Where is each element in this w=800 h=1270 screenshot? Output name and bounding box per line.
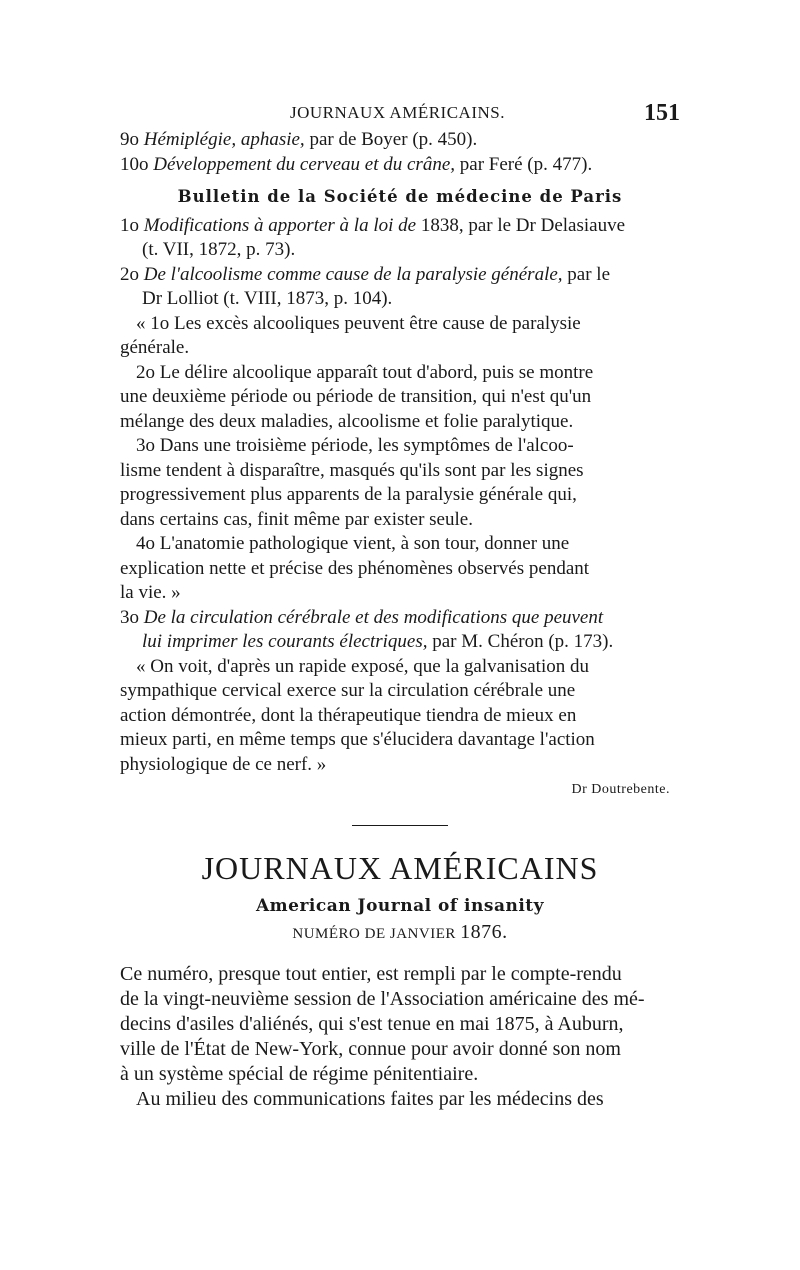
quote-line: progressivement plus apparents de la paralysie générale qui, — [120, 484, 577, 505]
item-number: 2o — [120, 263, 144, 285]
bulletin-item-3-cont — [120, 630, 680, 655]
bulletin-item-2 — [120, 263, 680, 288]
paragraph-line: decins d'asiles d'aliénés, qui s'est tenue en mai 1875, à Auburn, — [120, 1012, 624, 1035]
bulletin-item-3 — [120, 606, 680, 631]
item-citation: par M. Chéron (p. 173). — [427, 631, 614, 652]
paragraph-line: Au milieu des communications faites par les médecins des — [136, 1087, 604, 1110]
running-head — [120, 98, 680, 128]
bulletin-item-2-cont: Dr Lolliot (t. VIII, 1873, p. 104). — [142, 288, 393, 309]
bulletin-item-1-cont: (t. VII, 1872, p. 73). — [142, 239, 296, 260]
article-paragraph — [120, 962, 680, 1112]
section-divider — [352, 825, 448, 826]
item-number: 10o — [120, 153, 154, 175]
quote-line: 2o Le délire alcoolique apparaît tout d'abord, puis se montre — [136, 361, 594, 383]
running-title: JOURNAUX AMÉRICAINS. — [290, 103, 505, 122]
issue-year: 1876. — [460, 920, 508, 943]
section-title: JOURNAUX AMÉRICAINS — [201, 849, 599, 886]
quote-line: « 1o Les excès alcooliques peuvent être cause de paralysie — [136, 312, 581, 334]
paragraph-line: Ce numéro, presque tout entier, est rempli par le compte-rendu — [120, 962, 622, 985]
quote-line: 3o Dans une troisième période, les symptômes de l'alcoo- — [136, 435, 574, 456]
quote-line: une deuxième période ou période de transition, qui n'est qu'un — [120, 386, 592, 407]
quote-line: générale. — [120, 337, 190, 358]
item-citation: par de Boyer (p. 450). — [304, 129, 478, 150]
item-title: Modifications à apporter à la loi de — [143, 214, 417, 236]
item-number: 3o — [120, 606, 144, 628]
item-title: De l'alcoolisme comme cause de la paralysie générale, — [143, 263, 563, 285]
quote-line: explication nette et précise des phénomènes observés pendant — [120, 557, 590, 579]
item-title: lui imprimer les courants électriques, — [142, 631, 428, 652]
list-item — [120, 153, 680, 178]
quote-line: mélange des deux maladies, alcoolisme et folie paralytique. — [120, 410, 574, 432]
quote-line: physiologique de ce nerf. » — [120, 753, 327, 775]
item-title: De la circulation cérébrale et des modifications que peuvent — [143, 606, 604, 628]
quote-line: action démontrée, dont la thérapeutique tiendra de mieux en — [120, 704, 577, 726]
item-number: 9o — [120, 129, 144, 150]
quote-line: mieux parti, en même temps que s'élucidera davantage l'action — [120, 729, 595, 750]
author-signature: Dr Doutrebente. — [571, 782, 670, 797]
item-citation: par Feré (p. 477). — [455, 153, 593, 175]
quote-line: 4o L'anatomie pathologique vient, à son tour, donner une — [136, 533, 570, 554]
item-citation: par le — [562, 263, 611, 285]
item-title: Hémiplégie, aphasie, — [143, 129, 305, 150]
paragraph-line: à un système spécial de régime pénitentiaire. — [120, 1062, 479, 1085]
list-item — [120, 128, 680, 153]
journal-title: American Journal of insanity — [255, 895, 545, 916]
issue-label — [120, 918, 680, 948]
paragraph-line: ville de l'État de New-York, connue pour avoir donné son nom — [120, 1037, 621, 1060]
item-number: 1o — [120, 214, 144, 236]
quote-line: sympathique cervical exerce sur la circulation cérébrale une — [120, 680, 576, 701]
page-body — [120, 128, 680, 1112]
quote-line: « On voit, d'après un rapide exposé, que la galvanisation du — [136, 655, 589, 677]
item-title: Développement du cerveau et du crâne, — [153, 153, 456, 175]
bulletin-item-1 — [120, 214, 680, 239]
paragraph-line: de la vingt-neuvième session de l'Association américaine des mé- — [120, 987, 645, 1010]
quote-line: lisme tendent à disparaître, masqués qu'ils sont par les signes — [120, 459, 584, 481]
issue-text: NUMÉRO DE JANVIER — [292, 925, 456, 942]
quote-line: dans certains cas, finit même par exister seule. — [120, 508, 473, 530]
page-number: 151 — [644, 100, 680, 126]
item-citation: 1838, par le Dr Delasiauve — [416, 214, 626, 236]
quote-line: la vie. » — [120, 582, 181, 603]
bulletin-heading: Bulletin de la Société de médecine de Paris — [177, 187, 623, 206]
